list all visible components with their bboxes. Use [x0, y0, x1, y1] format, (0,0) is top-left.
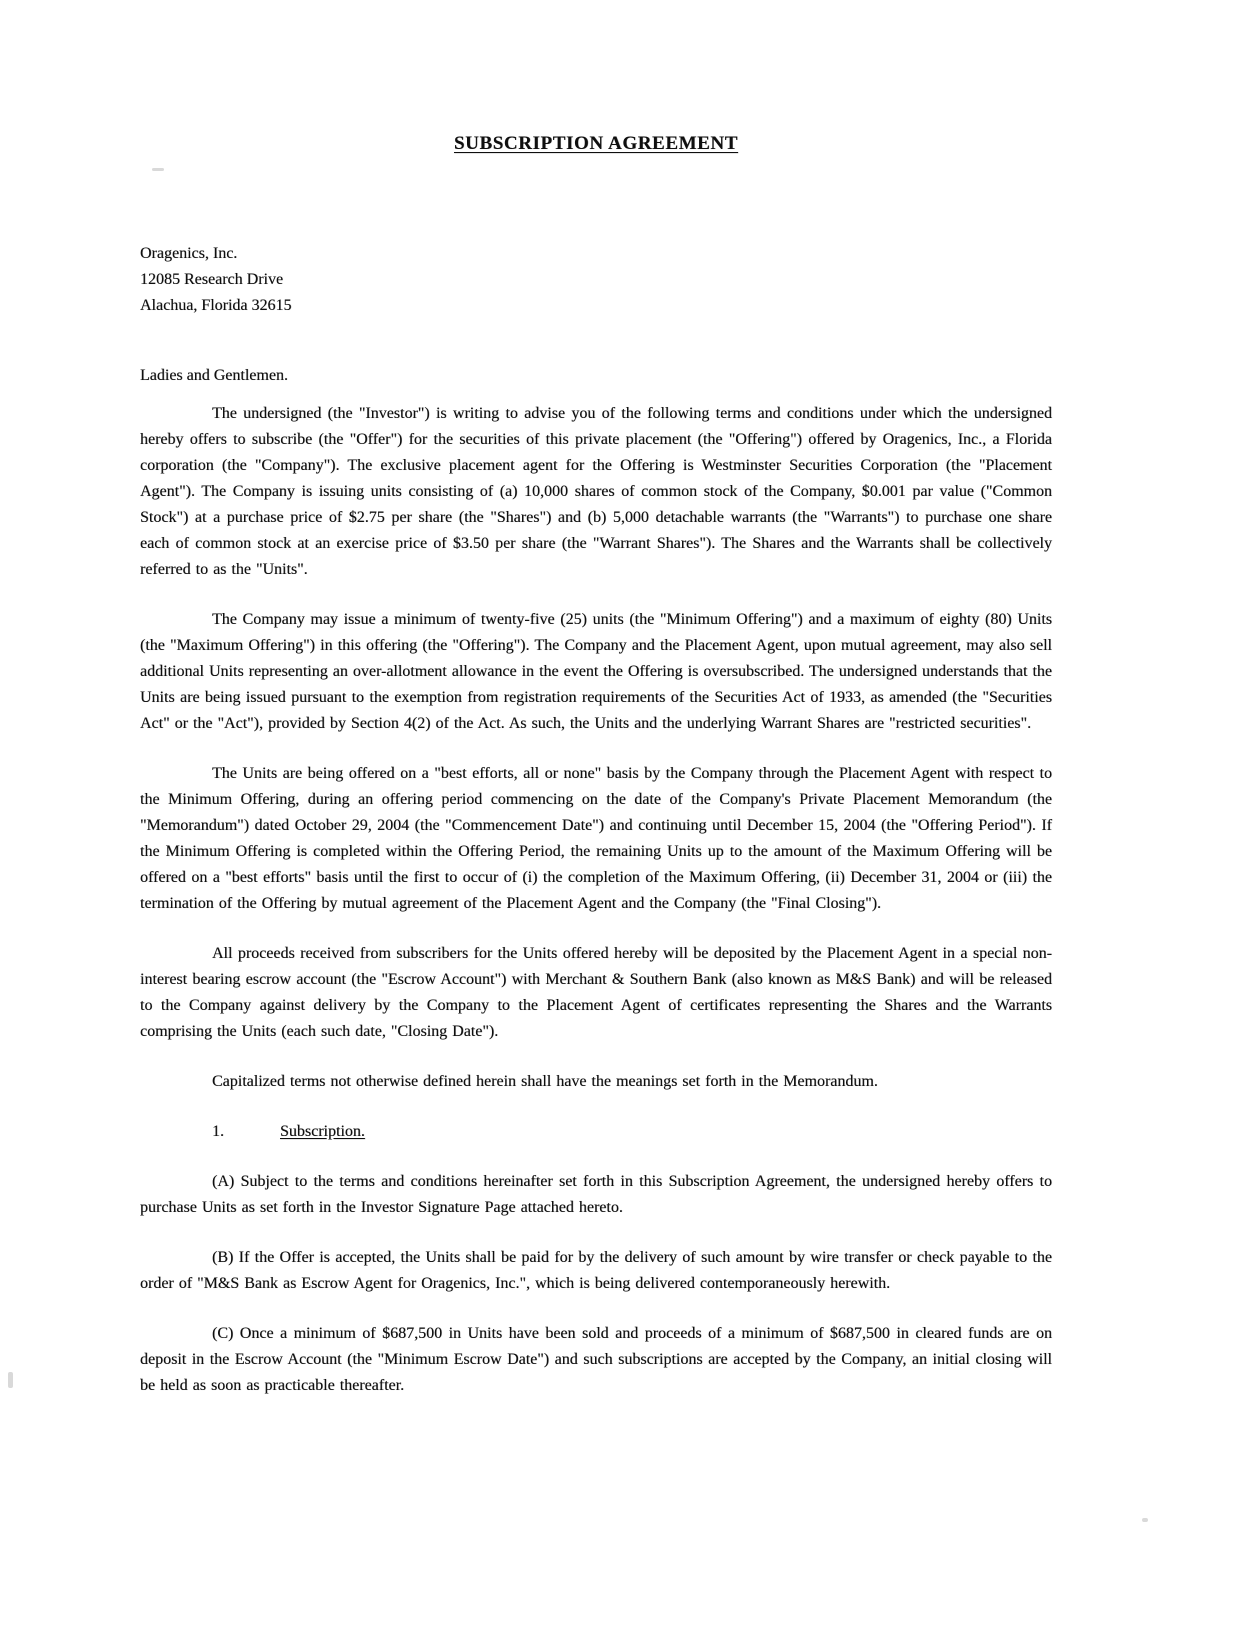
- scan-artifact: [1142, 1518, 1148, 1522]
- paragraph-escrow-proceeds: All proceeds received from subscribers for the Units offered hereby will be deposited by the Placement Agent in a special non-interest bearing escrow account (the "Escrow Account") with Merchant & Southern Bank (also known as M&S Bank) and will be released to the Company against delivery by the Company to the Placement Agent of certificates representing the Shares and the Warrants comprising the Units (each such date, "Closing Date").: [140, 945, 1052, 1040]
- scan-artifact: [152, 168, 164, 171]
- paragraph-best-efforts: The Units are being offered on a "best efforts, all or none" basis by the Company through the Placement Agent with respect to the Minimum Offering, during an offering period commencing on the date of the Company's Private Placement Memorandum (the "Memorandum") dated October 29, 2004 (the "Commencement Date") and continuing until December 15, 2004 (the "Offering Period"). If the Minimum Offering is completed within the Offering Period, the remaining Units up to the amount of the Maximum Offering will be offered on a "best efforts" basis until the first to occur of (i) the completion of the Maximum Offering, (ii) December 31, 2004 or (iii) the termination of the Offering by mutual agreement of the Placement Agent and the Company (the "Final Closing").: [140, 765, 1052, 912]
- section-1-item-b: (B) If the Offer is accepted, the Units shall be paid for by the delivery of such amount by wire transfer or check payable to the order of "M&S Bank as Escrow Agent for Oragenics, Inc.", which is being delivered contemporaneously herewith.: [140, 1249, 1052, 1292]
- section-1-number: 1.: [212, 1123, 224, 1140]
- recipient-city-state-zip: Alachua, Florida 32615: [140, 297, 292, 314]
- salutation-line: Ladies and Gentlemen.: [140, 367, 288, 384]
- paragraph-capitalized-terms: Capitalized terms not otherwise defined herein shall have the meanings set forth in the Memorandum.: [212, 1073, 878, 1090]
- section-1-title: Subscription.: [280, 1123, 365, 1140]
- recipient-company-name: Oragenics, Inc.: [140, 245, 238, 262]
- paragraph-offer-terms: The undersigned (the "Investor") is writing to advise you of the following terms and conditions under which the undersigned hereby offers to subscribe (the "Offer") for the securities of this private placement (the "Offering") offered by Oragenics, Inc., a Florida corporation (the "Company"). The exclusive placement agent for the Offering is Westminster Securities Corporation (the "Placement Agent"). The Company is issuing units consisting of (a) 10,000 shares of common stock of the Company, $0.001 par value ("Common Stock") at a purchase price of $2.75 per share (the "Shares") and (b) 5,000 detachable warrants (the "Warrants") to purchase one share each of common stock at an exercise price of $3.50 per share (the "Warrant Shares"). The Shares and the Warrants shall be collectively referred to as the "Units".: [140, 405, 1052, 578]
- document-title: SUBSCRIPTION AGREEMENT: [453, 133, 738, 154]
- recipient-street-address: 12085 Research Drive: [140, 271, 284, 288]
- scan-artifact: [8, 1372, 13, 1388]
- section-1-item-c: (C) Once a minimum of $687,500 in Units have been sold and proceeds of a minimum of $687,500 in cleared funds are on deposit in the Escrow Account (the "Minimum Escrow Date") and such subscriptions are accepted by the Company, an initial closing will be held as soon as practicable thereafter.: [140, 1325, 1052, 1394]
- section-1-heading: [140, 1119, 1052, 1145]
- recipient-address-block: [140, 241, 1052, 319]
- section-1-item-a: (A) Subject to the terms and conditions hereinafter set forth in this Subscription Agreement, the undersigned hereby offers to purchase Units as set forth in the Investor Signature Page attached hereto.: [140, 1173, 1052, 1216]
- document-content: [140, 132, 1052, 1399]
- paragraph-offering-size: The Company may issue a minimum of twenty-five (25) units (the "Minimum Offering") and a maximum of eighty (80) Units (the "Maximum Offering") in this offering (the "Offering"). The Company and the Placement Agent, upon mutual agreement, may also sell additional Units representing an over-allotment allowance in the event the Offering is oversubscribed. The undersigned understands that the Units are being issued pursuant to the exemption from registration requirements of the Securities Act of 1933, as amended (the "Securities Act" or the "Act"), provided by Section 4(2) of the Act. As such, the Units and the underlying Warrant Shares are "restricted securities".: [140, 611, 1052, 732]
